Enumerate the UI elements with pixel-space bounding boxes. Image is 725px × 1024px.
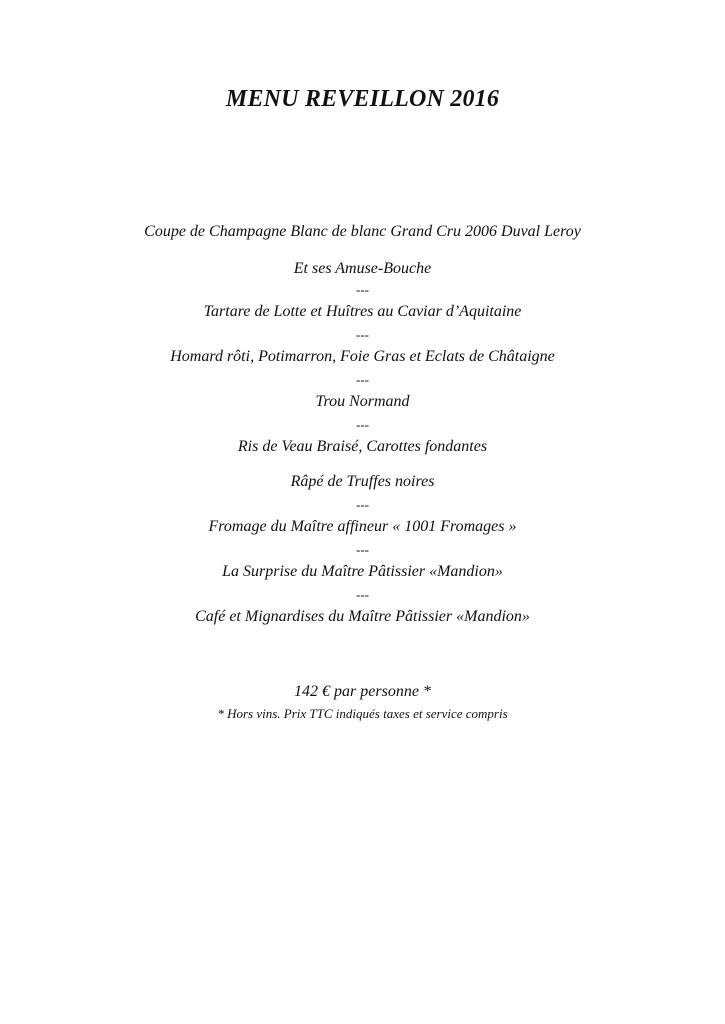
aperitif-line: Coupe de Champagne Blanc de blanc Grand Cru 2006 Duval Leroy (144, 223, 581, 240)
separator: --- (356, 372, 369, 387)
course-ris-de-veau: Ris de Veau Braisé, Carottes fondantes (237, 438, 488, 455)
course-amuse-bouche: Et ses Amuse-Bouche (293, 260, 432, 277)
course-truffes: Râpé de Truffes noires (290, 473, 435, 490)
course-surprise: La Surprise du Maître Pâtissier «Mandion» (222, 563, 503, 580)
separator: --- (356, 282, 369, 297)
course-fromage: Fromage du Maître affineur « 1001 Fromages » (208, 518, 517, 535)
separator: --- (356, 587, 369, 602)
course-trou-normand: Trou Normand (315, 393, 410, 410)
menu-title: MENU REVEILLON 2016 (225, 86, 500, 112)
separator: --- (356, 542, 369, 557)
separator: --- (356, 327, 369, 342)
separator: --- (356, 417, 369, 432)
course-tartare: Tartare de Lotte et Huîtres au Caviar d’Aquitaine (203, 303, 522, 320)
price-note: * Hors vins. Prix TTC indiqués taxes et service compris (217, 706, 508, 721)
course-homard: Homard rôti, Potimarron, Foie Gras et Eclats de Châtaigne (170, 348, 555, 365)
price-line: 142 € par personne * (294, 683, 431, 700)
separator: --- (356, 497, 369, 512)
course-cafe: Café et Mignardises du Maître Pâtissier «Mandion» (195, 608, 530, 625)
